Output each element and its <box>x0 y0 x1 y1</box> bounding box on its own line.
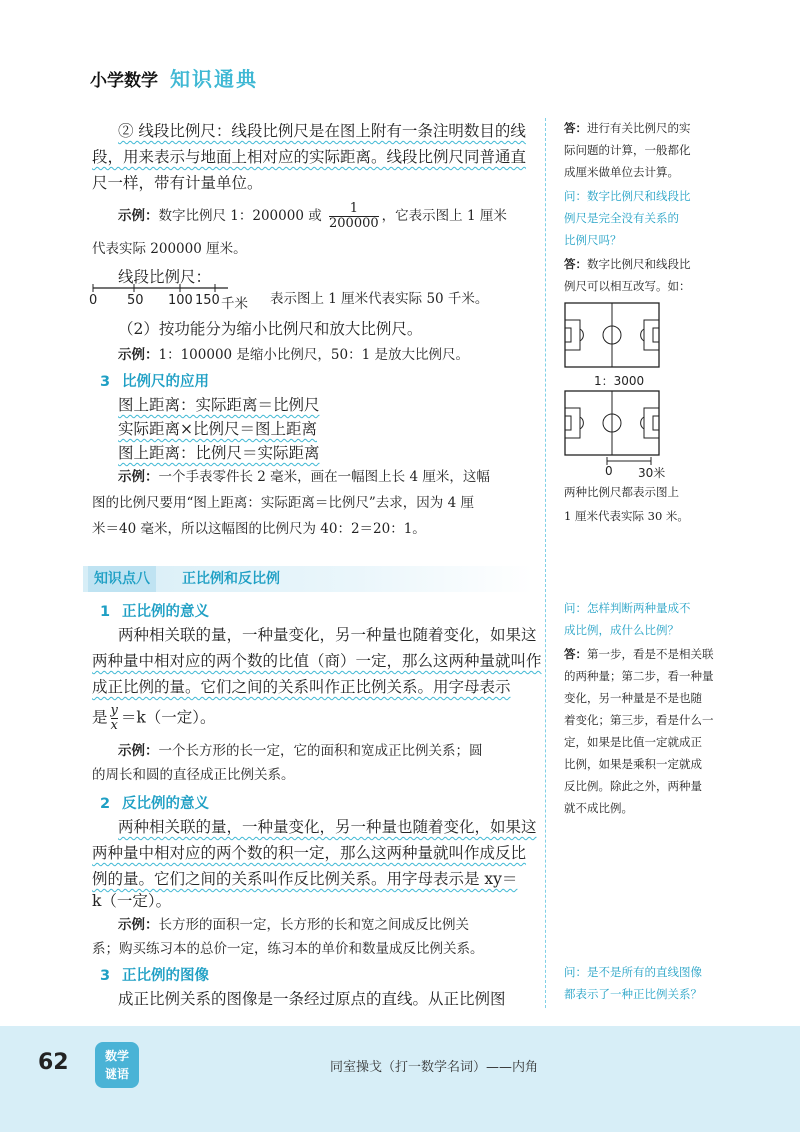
sidebar-question-2: 成比例，成什么比例？ <box>564 623 679 637</box>
paragraph-line: 成正比例关系的图像是一条经过原点的直线。从正比例图 <box>118 990 506 1008</box>
soccer-field-diagram <box>564 302 660 368</box>
subheading-direct-proportion: 1 正比例的意义 <box>100 604 209 620</box>
paragraph-line: 尺一样，带有计量单位。 <box>92 174 263 192</box>
subheading-direct-graph: 3 正比例的图像 <box>100 968 209 984</box>
header-series-title: 知识通典 <box>170 67 258 91</box>
sidebar-question-1: 问：数字比例尺和线段比 <box>564 189 691 203</box>
soccer-field-diagram <box>564 390 660 456</box>
sidebar-question-2: 问：怎样判断两种量成不 <box>564 601 691 615</box>
sidebar-question-1: 比例尺吗？ <box>564 233 622 247</box>
formula-line: 图上距离：比例尺＝实际距离 <box>118 444 320 462</box>
sidebar-question-1: 例尺是完全没有关系的 <box>564 211 679 225</box>
scale-tick: 50 <box>127 293 144 308</box>
sidebar-text: 变化，另一种量是不是也随 <box>564 691 702 705</box>
paragraph-line: 两种相关联的量，一种量变化，另一种量也随着变化，如果这 <box>118 818 537 836</box>
sidebar-answer-1: 答：进行有关比例尺的实 <box>564 121 691 135</box>
scale-label: 线段比例尺： <box>118 268 212 286</box>
formula-line: 实际距离×比例尺＝图上距离 <box>118 420 317 438</box>
paragraph-line: 两种相关联的量，一种量变化，另一种量也随着变化，如果这 <box>118 626 537 644</box>
paragraph-line: 两种量中相对应的两个数的积一定，那么这两种量就叫作成反比 <box>92 844 527 862</box>
scale-description: 表示图上 1 厘米代表实际 50 千米。 <box>270 291 489 307</box>
paragraph-line: （2）按功能分为缩小比例尺和放大比例尺。 <box>118 320 423 338</box>
sidebar-divider <box>545 118 546 1008</box>
example-3: 示例：一个手表零件长 2 毫米，画在一幅图上长 4 厘米，这幅 <box>118 469 490 485</box>
footer-riddle: 同室操戈（打一数学名词）——内角 <box>330 1060 539 1075</box>
scale-unit: 千米 <box>221 296 248 312</box>
example-5: 示例：长方形的面积一定，长方形的长和宽之间成反比例关 <box>118 917 469 933</box>
sidebar-question-3: 问：是不是所有的直线图像 <box>564 965 702 979</box>
field-scale-caption: 1：3000 <box>594 374 645 388</box>
paragraph-line: 段，用来表示与地面上相对应的实际距离。线段比例尺同普通直 <box>92 148 527 166</box>
sidebar-text: 的两种量；第二步，看一种量 <box>564 669 714 683</box>
riddle-tag-line: 数学 <box>104 1049 129 1063</box>
sidebar-text: 着变化；第三步，看是什么一 <box>564 713 714 727</box>
sidebar-text: 例尺可以相互改写。如： <box>564 279 691 293</box>
riddle-tag <box>95 1042 139 1088</box>
sidebar-text: 际问题的计算，一般都化 <box>564 143 691 157</box>
sidebar-text: 就不成比例。 <box>564 801 633 815</box>
example-5-cont: 系；购买练习本的总价一定，练习本的单价和数量成反比例关系。 <box>92 941 484 957</box>
paragraph-line: ② 线段比例尺：线段比例尺是在图上附有一条注明数目的线 <box>118 122 526 140</box>
sidebar-text: 成厘米做单位去计算。 <box>564 165 679 179</box>
formula-direct: 是 $\frac{y}{x}$ ＝k（一定）。 <box>92 703 216 733</box>
sidebar-answer-3: 答：第一步，看是不是相关联 <box>564 647 714 661</box>
example-1-cont: 代表实际 200000 厘米。 <box>92 241 247 257</box>
scale-tick: 0 <box>89 293 98 308</box>
sidebar-text: 两种比例尺都表示图上 <box>564 485 679 499</box>
subheading-scale-application: 3 比例尺的应用 <box>100 374 209 390</box>
subheading-inverse-proportion: 2 反比例的意义 <box>100 796 209 812</box>
header-subject: 小学数学 <box>90 71 158 91</box>
field-scale-tick: 30米 <box>638 466 666 480</box>
fraction: $\frac{1}{200000}$ <box>329 201 379 231</box>
example-2: 示例：1：100000 是缩小比例尺，50：1 是放大比例尺。 <box>118 347 469 363</box>
formula-line: 图上距离：实际距离＝比例尺 <box>118 396 320 414</box>
paragraph-line: 成正比例的量。它们之间的关系叫作正比例关系。用字母表示 <box>92 678 511 696</box>
knowledge-point-tag: 知识点八 <box>88 566 156 592</box>
example-4: 示例：一个长方形的长一定，它的面积和宽成正比例关系；圆 <box>118 743 483 759</box>
sidebar-text: 定，如果是比值一定就成正 <box>564 735 702 749</box>
fraction: $\frac{y}{x}$ <box>110 703 118 733</box>
paragraph-line: 例的量。它们之间的关系叫作反比例关系。用字母表示是 xy＝ <box>92 870 518 888</box>
riddle-tag-line: 谜语 <box>104 1067 129 1081</box>
paragraph-line: 两种量中相对应的两个数的比值（商）一定，那么这两种量就叫作 <box>92 652 542 670</box>
sidebar-answer-2: 答：数字比例尺和线段比 <box>564 257 691 271</box>
field-scale-tick: 0 <box>605 464 613 478</box>
example-3-cont: 图的比例尺要用“图上距离：实际距离＝比例尺”去求，因为 4 厘 <box>92 495 474 511</box>
page-number: 62 <box>38 1050 69 1075</box>
scale-tick: 100 <box>168 293 193 308</box>
knowledge-point-title: 正比例和反比例 <box>182 571 280 587</box>
sidebar-text: 1 厘米代表实际 30 米。 <box>564 509 689 523</box>
sidebar-text: 反比例。除此之外，两种量 <box>564 779 702 793</box>
example-3-cont: 米＝40 毫米，所以这幅图的比例尺为 40：2＝20：1。 <box>92 521 426 537</box>
sidebar-question-3: 都表示了一种正比例关系？ <box>564 987 702 1001</box>
paragraph-line: k（一定）。 <box>92 892 172 910</box>
sidebar-text: 比例，如果是乘积一定就成 <box>564 757 702 771</box>
example-1: 示例：数字比例尺 1：200000 或 $\frac{1}{200000}$ ，它表示图上 1 厘米 <box>118 201 507 231</box>
scale-tick: 150 <box>195 293 220 308</box>
example-4-cont: 的周长和圆的直径成正比例关系。 <box>92 767 295 783</box>
